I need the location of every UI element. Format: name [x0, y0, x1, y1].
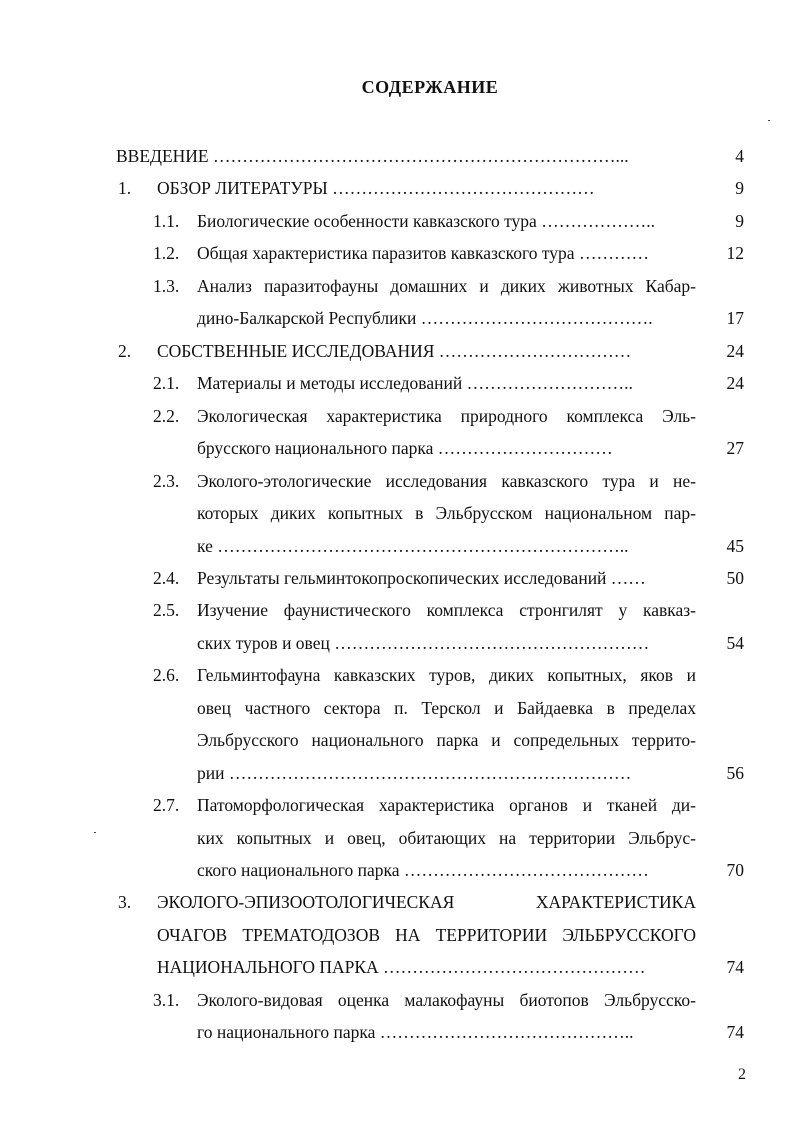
- toc-entry-continuation: [0, 533, 798, 559]
- toc-number: 3.1.: [153, 990, 180, 1010]
- toc-text: Патоморфологическая характеристика органов и тканей ди-: [197, 795, 696, 815]
- toc-entry-continuation: [0, 630, 798, 656]
- toc-number: 2.1.: [153, 373, 180, 393]
- toc-text: ВВЕДЕНИЕ ……………………………………………………………...: [116, 146, 629, 166]
- toc-entry: [0, 792, 798, 818]
- toc-page: 4: [735, 146, 744, 166]
- toc-text: ОБЗОР ЛИТЕРАТУРЫ ………………………………………: [157, 178, 595, 198]
- toc-entry: [0, 208, 798, 234]
- toc-text: Эльбрусского национального парка и сопредельных террито-: [197, 730, 696, 750]
- toc-number: 2.3.: [153, 471, 180, 491]
- toc-text: брусского национального парка …………………………: [197, 438, 613, 458]
- toc-number: 2.: [118, 341, 132, 361]
- toc-entry-continuation: [0, 954, 798, 980]
- toc-entry-continuation: [0, 760, 798, 786]
- toc-entry: [0, 565, 798, 591]
- toc-text: Эколого-этологические исследования кавказского тура и не-: [197, 471, 696, 491]
- toc-number: 2.4.: [153, 568, 180, 588]
- toc-page: 54: [726, 633, 744, 653]
- toc-entry-continuation: [0, 922, 798, 948]
- toc-text: Анализ паразитофауны домашних и диких животных Кабар-: [197, 276, 696, 296]
- toc-text: Изучение фаунистического комплекса стронгилят у кавказ-: [197, 600, 696, 620]
- toc-text: ОЧАГОВ ТРЕМАТОДОЗОВ НА ТЕРРИТОРИИ ЭЛЬБРУССКОГО: [157, 925, 696, 945]
- toc-page: 70: [726, 860, 744, 880]
- toc-entry: [0, 597, 798, 623]
- toc-number: 3.: [118, 892, 132, 912]
- toc-entry-continuation: [0, 727, 798, 753]
- page-title: СОДЕРЖАНИЕ: [361, 77, 499, 97]
- toc-page: 74: [726, 957, 744, 977]
- toc-number: 1.2.: [153, 243, 180, 263]
- toc-number: 2.5.: [153, 600, 180, 620]
- toc-page: 9: [735, 211, 744, 231]
- toc-page: 56: [726, 763, 744, 783]
- toc-entry: [0, 403, 798, 429]
- toc-page: 12: [726, 243, 744, 263]
- toc-entry: [0, 987, 798, 1013]
- toc-text: ке ……………………………………………………………..: [197, 536, 629, 556]
- toc-page: 45: [726, 536, 744, 556]
- toc-entry: [0, 370, 798, 396]
- toc-text: Биологические особенности кавказского тура ………………..: [197, 211, 655, 231]
- toc-entry: [0, 662, 798, 688]
- toc-text: которых диких копытных в Эльбрусском национальном пар-: [197, 503, 696, 523]
- toc-entry-continuation: [0, 825, 798, 851]
- toc-page: 74: [726, 1022, 744, 1042]
- toc-entry: [0, 468, 798, 494]
- toc-text: ских туров и овец ………………………………………………: [197, 633, 650, 653]
- toc-page: 24: [726, 341, 744, 361]
- toc-text: ЭКОЛОГО-ЭПИЗООТОЛОГИЧЕСКАЯ ХАРАКТЕРИСТИКА: [157, 892, 696, 912]
- toc-text: ких копытных и овец, обитающих на территории Эльбрус-: [197, 828, 696, 848]
- toc-entry: [0, 143, 798, 169]
- toc-number: 2.7.: [153, 795, 180, 815]
- toc-text: Эколого-видовая оценка малакофауны биотопов Эльбрусско-: [197, 990, 696, 1010]
- toc-text: Экологическая характеристика природного комплекса Эль-: [197, 406, 696, 426]
- toc-entry: [0, 175, 798, 201]
- toc-text: дино-Балкарской Республики ………………………………….: [197, 308, 653, 328]
- toc-number: 1.3.: [153, 276, 180, 296]
- toc-entry-continuation: [0, 305, 798, 331]
- toc-entry-continuation: [0, 857, 798, 883]
- toc-entry-continuation: [0, 435, 798, 461]
- page-number: 2: [738, 1066, 746, 1083]
- toc-text: овец частного сектора п. Терскол и Байдаевка в пределах: [197, 698, 696, 718]
- toc-number: 1.1.: [153, 211, 180, 231]
- toc-text: Результаты гельминтокопроскопических исследований ……: [197, 568, 646, 588]
- toc-page: 50: [726, 568, 744, 588]
- toc-text: НАЦИОНАЛЬНОГО ПАРКА ………………………………………: [157, 957, 646, 977]
- toc-entry-continuation: [0, 1019, 798, 1045]
- toc-page: 17: [726, 308, 744, 328]
- toc-number: 2.2.: [153, 406, 180, 426]
- toc-entry-continuation: [0, 500, 798, 526]
- scan-speck: [768, 120, 770, 121]
- toc-entry-continuation: [0, 695, 798, 721]
- scan-speck: [94, 832, 96, 833]
- toc-entry: [0, 338, 798, 364]
- toc-entry: [0, 889, 798, 915]
- toc-page: 24: [726, 373, 744, 393]
- toc-text: СОБСТВЕННЫЕ ИССЛЕДОВАНИЯ ……………………………: [157, 341, 632, 361]
- toc-number: 1.: [118, 178, 132, 198]
- toc-text: Общая характеристика паразитов кавказского тура …………: [197, 243, 649, 263]
- toc-text: рии ……………………………………………………………: [197, 763, 632, 783]
- toc-page: 27: [726, 438, 744, 458]
- toc-number: 2.6.: [153, 665, 180, 685]
- toc-text: Материалы и методы исследований ………………………..: [197, 373, 633, 393]
- toc-page: 9: [735, 178, 744, 198]
- toc-entry: [0, 240, 798, 266]
- toc-text: ского национального парка ……………………………………: [197, 860, 649, 880]
- toc-text: го национального парка ……………………………………..: [197, 1022, 634, 1042]
- toc-entry: [0, 273, 798, 299]
- toc-text: Гельминтофауна кавказских туров, диких копытных, яков и: [197, 665, 696, 685]
